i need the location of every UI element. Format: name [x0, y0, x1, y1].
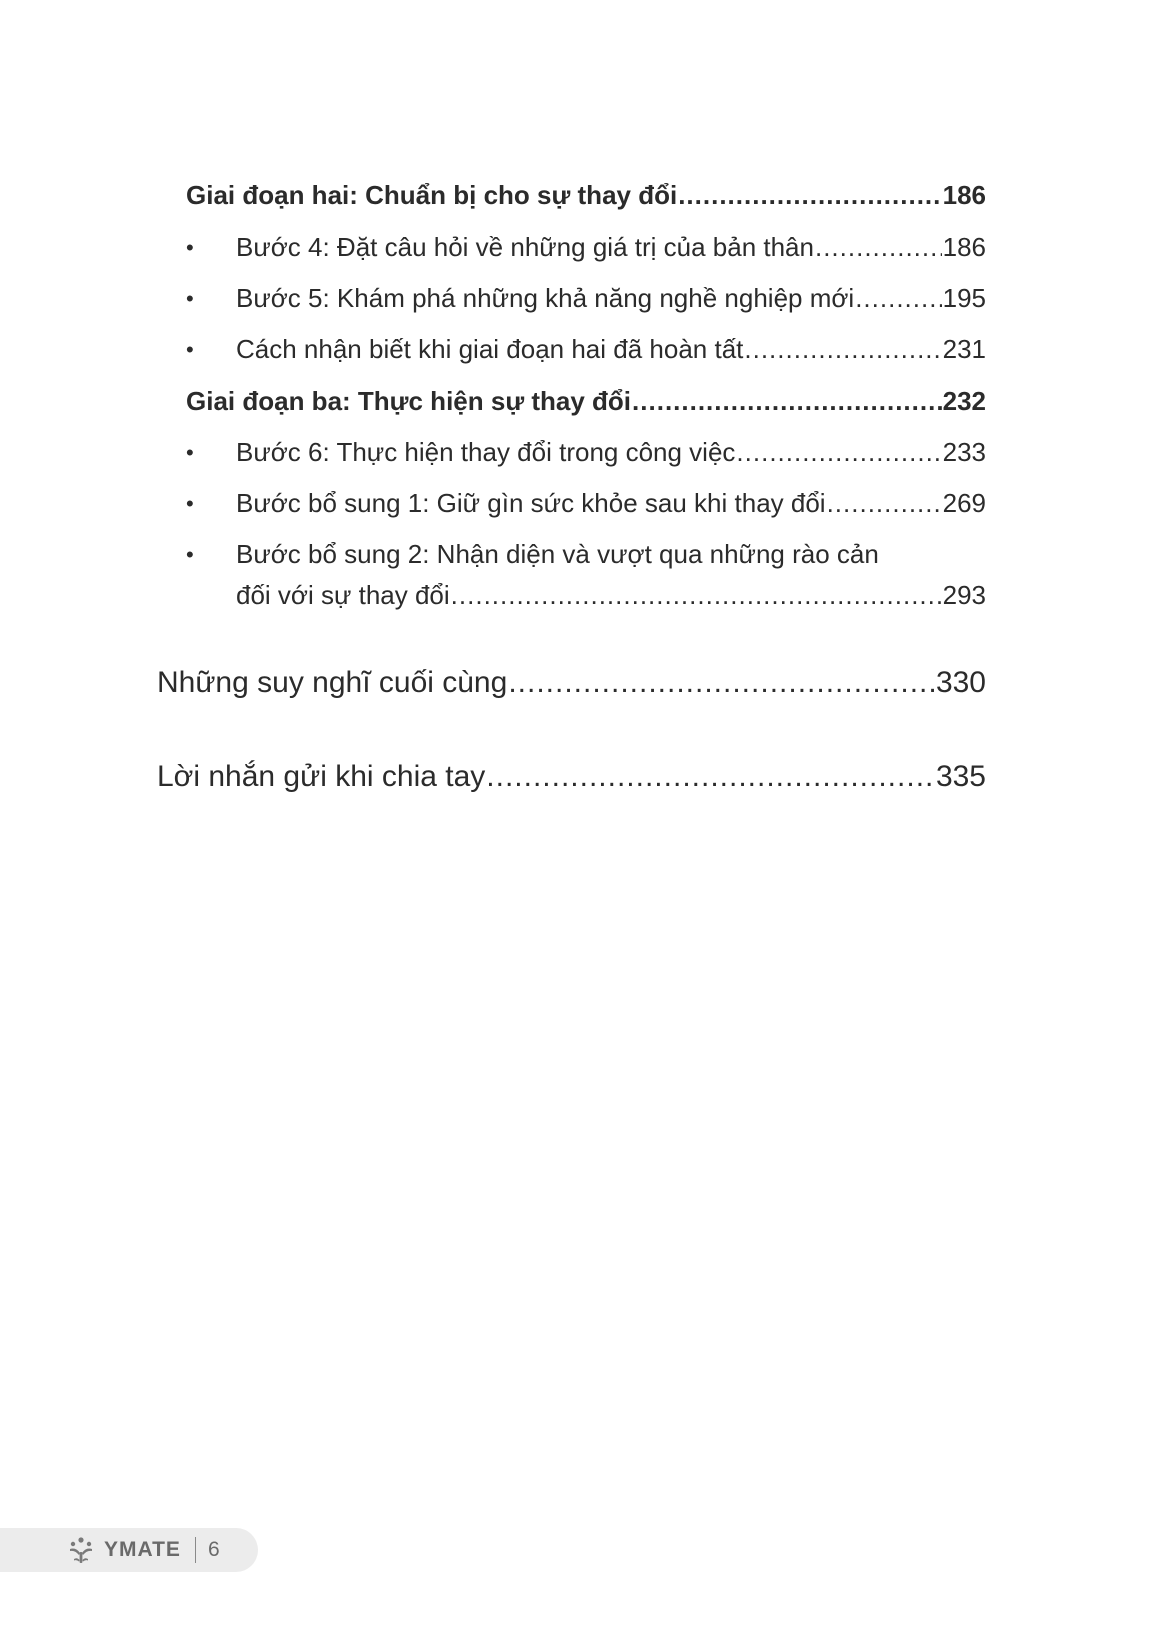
- dot-leader: [632, 386, 942, 417]
- toc-entry-title: Những suy nghĩ cuối cùng: [157, 666, 508, 699]
- toc-entry-page: 231: [942, 334, 986, 364]
- dot-leader: [736, 437, 941, 468]
- toc-item-step-5: [236, 283, 986, 314]
- toc-item-extra-step-2: [236, 580, 986, 611]
- toc-item-step-4: [236, 232, 986, 263]
- bullet: •: [186, 542, 194, 567]
- toc-entry-page: 335: [935, 760, 986, 793]
- toc-entry-page: 186: [942, 180, 986, 210]
- toc-entry-page: 186: [942, 232, 986, 262]
- toc-entry-title: Bước 4: Đặt câu hỏi về những giá trị của bản thân: [236, 232, 814, 262]
- toc-item-extra-step-1: [236, 488, 986, 519]
- toc-entry-title: Giai đoạn ba: Thực hiện sự thay đổi: [186, 386, 632, 416]
- toc-chapter-farewell: [157, 760, 986, 794]
- toc-item-stage-two-complete: [236, 334, 986, 365]
- toc-section-stage-three: [186, 386, 986, 417]
- toc-entry-page: 293: [942, 580, 986, 610]
- dot-leader: [855, 283, 941, 314]
- dot-leader: [815, 232, 942, 263]
- toc-entry-title: Bước bổ sung 1: Giữ gìn sức khỏe sau khi thay đổi: [236, 488, 826, 518]
- bullet: •: [186, 337, 194, 362]
- dot-leader: [486, 760, 935, 794]
- dot-leader: [827, 488, 942, 519]
- bullet: •: [186, 235, 194, 260]
- toc-entry-title-line1: Bước bổ sung 2: Nhận diện và vượt qua những rào cản: [236, 539, 879, 569]
- toc-entry-title: Giai đoạn hai: Chuẩn bị cho sự thay đổi: [186, 180, 678, 210]
- toc-entry-title: Bước 6: Thực hiện thay đổi trong công việc: [236, 437, 736, 467]
- bullet: •: [186, 440, 194, 465]
- toc-entry-title: Cách nhận biết khi giai đoạn hai đã hoàn tất: [236, 334, 744, 364]
- toc-entry-page: 195: [942, 283, 986, 313]
- dot-leader: [678, 180, 941, 211]
- toc-entry-page: 269: [942, 488, 986, 518]
- toc-entry-page: 232: [942, 386, 986, 416]
- ymate-logo-icon: [66, 1535, 96, 1565]
- dot-leader: [451, 580, 942, 611]
- page-footer: [0, 1528, 258, 1572]
- footer-divider: [195, 1537, 196, 1563]
- toc-item-step-6: [236, 437, 986, 468]
- toc-section-stage-two: [186, 180, 986, 211]
- dot-leader: [744, 334, 941, 365]
- bullet: •: [186, 491, 194, 516]
- toc-entry-title: Bước 5: Khám phá những khả năng nghề nghiệp mới: [236, 283, 855, 313]
- page-number: 6: [207, 1538, 220, 1561]
- toc-entry-page: 330: [935, 666, 986, 699]
- toc-entry-title: Lời nhắn gửi khi chia tay: [157, 760, 486, 793]
- bullet: •: [186, 286, 194, 311]
- dot-leader: [508, 666, 935, 700]
- brand-name: YMATE: [104, 1538, 181, 1561]
- toc-entry-title-line2: đối với sự thay đổi: [236, 580, 450, 610]
- toc-chapter-final-thoughts: [157, 666, 986, 700]
- toc-entry-page: 233: [942, 437, 986, 467]
